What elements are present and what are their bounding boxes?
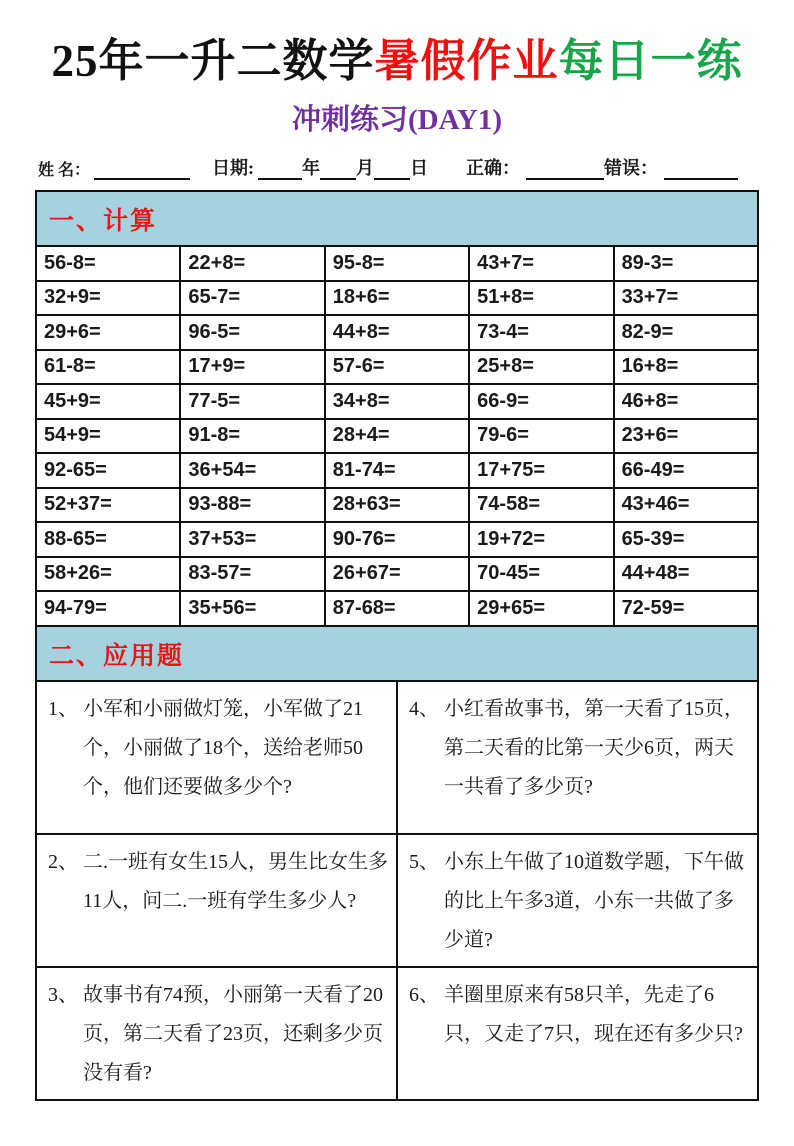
calc-cell: 95-8= [325, 246, 469, 281]
calc-cell: 37+53= [180, 522, 324, 557]
title-part-black: 25年一升二数学 [51, 36, 375, 86]
calc-cell: 45+9= [36, 384, 180, 419]
problem-text: 小军和小丽做灯笼，小军做了21个，小丽做了18个，送给老师50个，他们还要做多少个? [83, 697, 363, 798]
calc-cell: 35+56= [180, 591, 324, 626]
calc-row [36, 557, 758, 592]
wrong-blank [664, 160, 738, 180]
problem-cell [397, 681, 758, 834]
calc-cell: 46+8= [614, 384, 758, 419]
year-label: 年 [302, 158, 321, 178]
calc-table [35, 245, 759, 627]
problem-text: 二.一班有女生15人，男生比女生多11人，问二.一班有学生多少人? [83, 850, 388, 912]
correct-blank [526, 160, 604, 180]
problem-row [36, 681, 758, 834]
calc-cell: 77-5= [180, 384, 324, 419]
problem-number: 6、 [409, 983, 439, 1006]
calc-cell: 94-79= [36, 591, 180, 626]
calc-cell: 16+8= [614, 350, 758, 385]
problem-cell [36, 834, 397, 967]
calc-cell: 32+9= [36, 281, 180, 316]
calc-cell: 26+67= [325, 557, 469, 592]
calc-row [36, 384, 758, 419]
wrong-label: 错误： [604, 158, 659, 178]
calc-cell: 18+6= [325, 281, 469, 316]
problem-text: 小东上午做了10道数学题，下午做的比上午多3道，小东一共做了多少道? [444, 850, 744, 951]
page-subtitle: 冲刺练习(DAY1) [292, 104, 502, 136]
calc-cell: 44+8= [325, 315, 469, 350]
calc-cell: 51+8= [469, 281, 613, 316]
info-line [38, 154, 756, 180]
calc-cell: 72-59= [614, 591, 758, 626]
problem-number: 4、 [409, 697, 439, 720]
calc-cell: 33+7= [614, 281, 758, 316]
problem-row [36, 834, 758, 967]
calc-cell: 34+8= [325, 384, 469, 419]
calc-cell: 57-6= [325, 350, 469, 385]
problem-number: 5、 [409, 850, 439, 873]
calc-row [36, 522, 758, 557]
problem-text: 羊圈里原来有58只羊，先走了6只，又走了7只，现在还有多少只? [444, 983, 743, 1045]
calc-row [36, 488, 758, 523]
calc-cell: 79-6= [469, 419, 613, 454]
calc-cell: 44+48= [614, 557, 758, 592]
problem-text: 小红看故事书，第一天看了15页，第二天看的比第一天少6页，两天一共看了多少页? [444, 697, 744, 798]
calc-cell: 65-39= [614, 522, 758, 557]
calc-cell: 29+65= [469, 591, 613, 626]
calc-cell: 43+7= [469, 246, 613, 281]
section-header-problems: 二、应用题 [35, 625, 759, 682]
problem-cell [397, 967, 758, 1100]
month-label: 月 [356, 158, 375, 178]
calc-cell: 92-65= [36, 453, 180, 488]
calc-cell: 58+26= [36, 557, 180, 592]
problem-cell [36, 967, 397, 1100]
calc-cell: 28+63= [325, 488, 469, 523]
day-label: 日 [410, 158, 429, 178]
calc-cell: 91-8= [180, 419, 324, 454]
calc-cell: 29+6= [36, 315, 180, 350]
calc-cell: 70-45= [469, 557, 613, 592]
section-header-calc: 一、计算 [35, 190, 759, 247]
worksheet-page [0, 24, 794, 1146]
calc-cell: 43+46= [614, 488, 758, 523]
calc-cell: 66-9= [469, 384, 613, 419]
month-blank [374, 160, 410, 180]
calc-row [36, 591, 758, 626]
calc-cell: 73-4= [469, 315, 613, 350]
calc-cell: 22+8= [180, 246, 324, 281]
calc-cell: 36+54= [180, 453, 324, 488]
calc-row [36, 281, 758, 316]
name-label: 姓 名： [38, 162, 91, 179]
calc-cell: 17+75= [469, 453, 613, 488]
date-label: 日期: [212, 158, 255, 178]
title-part-red: 暑假作业 [374, 36, 559, 86]
correct-label: 正确： [466, 158, 521, 178]
calc-cell: 83-57= [180, 557, 324, 592]
page-title [0, 24, 794, 89]
calc-cell: 89-3= [614, 246, 758, 281]
problems-table [35, 680, 759, 1101]
calc-cell: 93-88= [180, 488, 324, 523]
calc-cell: 56-8= [36, 246, 180, 281]
calc-cell: 19+72= [469, 522, 613, 557]
calc-cell: 88-65= [36, 522, 180, 557]
calc-row [36, 453, 758, 488]
problem-cell [36, 681, 397, 834]
date-blank [258, 160, 302, 180]
problem-cell [397, 834, 758, 967]
calc-cell: 28+4= [325, 419, 469, 454]
problem-number: 1、 [48, 697, 78, 720]
problem-text: 故事书有74预，小丽第一天看了20页，第二天看了23页，还剩多少页没有看? [83, 983, 383, 1084]
calc-cell: 96-5= [180, 315, 324, 350]
problem-row [36, 967, 758, 1100]
calc-cell: 52+37= [36, 488, 180, 523]
calc-cell: 82-9= [614, 315, 758, 350]
problem-number: 3、 [48, 983, 78, 1006]
calc-cell: 90-76= [325, 522, 469, 557]
calc-row [36, 419, 758, 454]
calc-row [36, 246, 758, 281]
year-blank [320, 160, 356, 180]
calc-cell: 87-68= [325, 591, 469, 626]
calc-cell: 54+9= [36, 419, 180, 454]
calc-cell: 61-8= [36, 350, 180, 385]
calc-cell: 17+9= [180, 350, 324, 385]
problem-number: 2、 [48, 850, 78, 873]
title-part-green: 每日一练 [558, 36, 743, 86]
name-blank [94, 160, 190, 180]
calc-cell: 23+6= [614, 419, 758, 454]
calc-row [36, 315, 758, 350]
calc-cell: 81-74= [325, 453, 469, 488]
calc-cell: 74-58= [469, 488, 613, 523]
calc-cell: 66-49= [614, 453, 758, 488]
calc-row [36, 350, 758, 385]
calc-cell: 65-7= [180, 281, 324, 316]
calc-cell: 25+8= [469, 350, 613, 385]
